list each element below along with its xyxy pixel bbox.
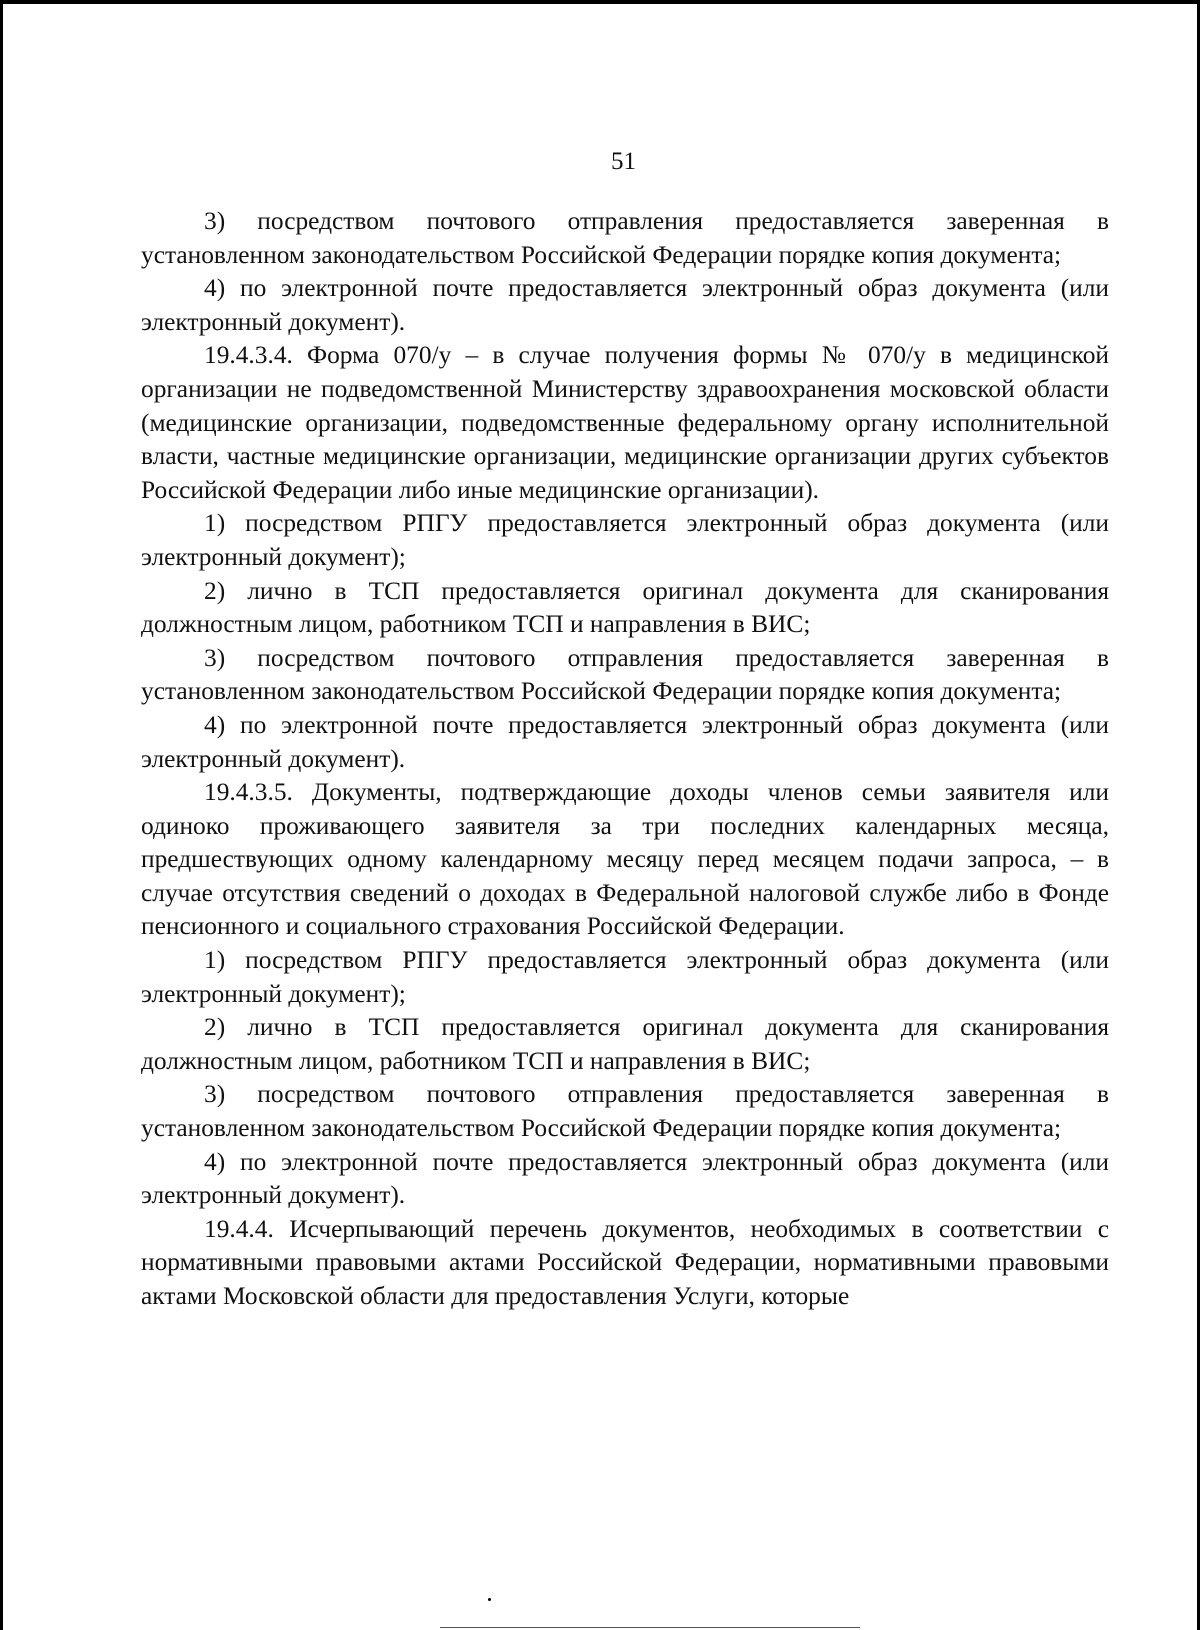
scan-artifact-dot <box>488 1598 491 1601</box>
paragraph-item-3-postal-copy: 3) посредством почтового отправления предоставляется заверенная в установленном законодательством Российской Федерации порядке копия документа; <box>141 643 1109 706</box>
paragraph-item-4-email-image: 4) по электронной почте предоставляется электронный образ документа (или электронный документ). <box>141 274 1109 336</box>
paragraph-19-4-4-document-list: 19.4.4. Исчерпывающий перечень документов, необходимых в соответствии с нормативными правовыми актами Российской Федерации, нормативными правовыми актами Московской области для предоставления Услуги, которые <box>141 1214 1109 1310</box>
scan-border-left <box>0 0 3 1630</box>
paragraph-item-2-tsp-in-person: 2) лично в ТСП предоставляется оригинал документа для сканирования должностным лицом, работником ТСП и направления в ВИС; <box>141 1013 1109 1075</box>
paragraph-19-4-3-5-income-documents: 19.4.3.5. Документы, подтверждающие доходы членов семьи заявителя или одиноко проживающего заявителя за три последних календарных месяца, предшествующих одному календарному месяцу перед месяцем подачи запроса, – в случае отсутствия сведений о доходах в Федеральной налоговой службе либо в Фонде пенсионного и социального страхования Российской Федерации. <box>141 778 1109 941</box>
paragraph-item-4-email-image: 4) по электронной почте предоставляется электронный образ документа (или электронный документ). <box>141 710 1109 773</box>
paragraph-item-3-postal-copy: 3) посредством почтового отправления предоставляется заверенная в установленном законодательством Российской Федерации порядке копия документа; <box>141 1080 1109 1143</box>
scan-artifact-line <box>440 1627 860 1628</box>
page-number: 51 <box>611 148 636 175</box>
scan-border-top <box>0 0 1200 4</box>
paragraph-19-4-3-4-form-070: 19.4.3.4. Форма 070/у – в случае получения формы № 070/у в медицинской организации не подведомственной Министерству здравоохранения московской области (медицинские организации, подведомственные федеральному органу исполнительной власти, частные медицинские организации, медицинские организации других субъектов Российской Федерации либо иные медицинские организации). <box>141 341 1109 504</box>
document-body <box>141 205 1109 1314</box>
paragraph-item-1-rpgu: 1) посредством РПГУ предоставляется электронный образ документа (или электронный документ); <box>141 509 1109 571</box>
paragraph-item-1-rpgu: 1) посредством РПГУ предоставляется электронный образ документа (или электронный документ); <box>141 946 1109 1008</box>
paragraph-item-2-tsp-in-person: 2) лично в ТСП предоставляется оригинал документа для сканирования должностным лицом, работником ТСП и направления в ВИС; <box>141 576 1109 639</box>
paragraph-item-4-email-image: 4) по электронной почте предоставляется электронный образ документа (или электронный документ). <box>141 1147 1109 1210</box>
paragraph-item-3-postal-copy: 3) посредством почтового отправления предоставляется заверенная в установленном законодательством Российской Федерации порядке копия документа; <box>141 207 1109 269</box>
